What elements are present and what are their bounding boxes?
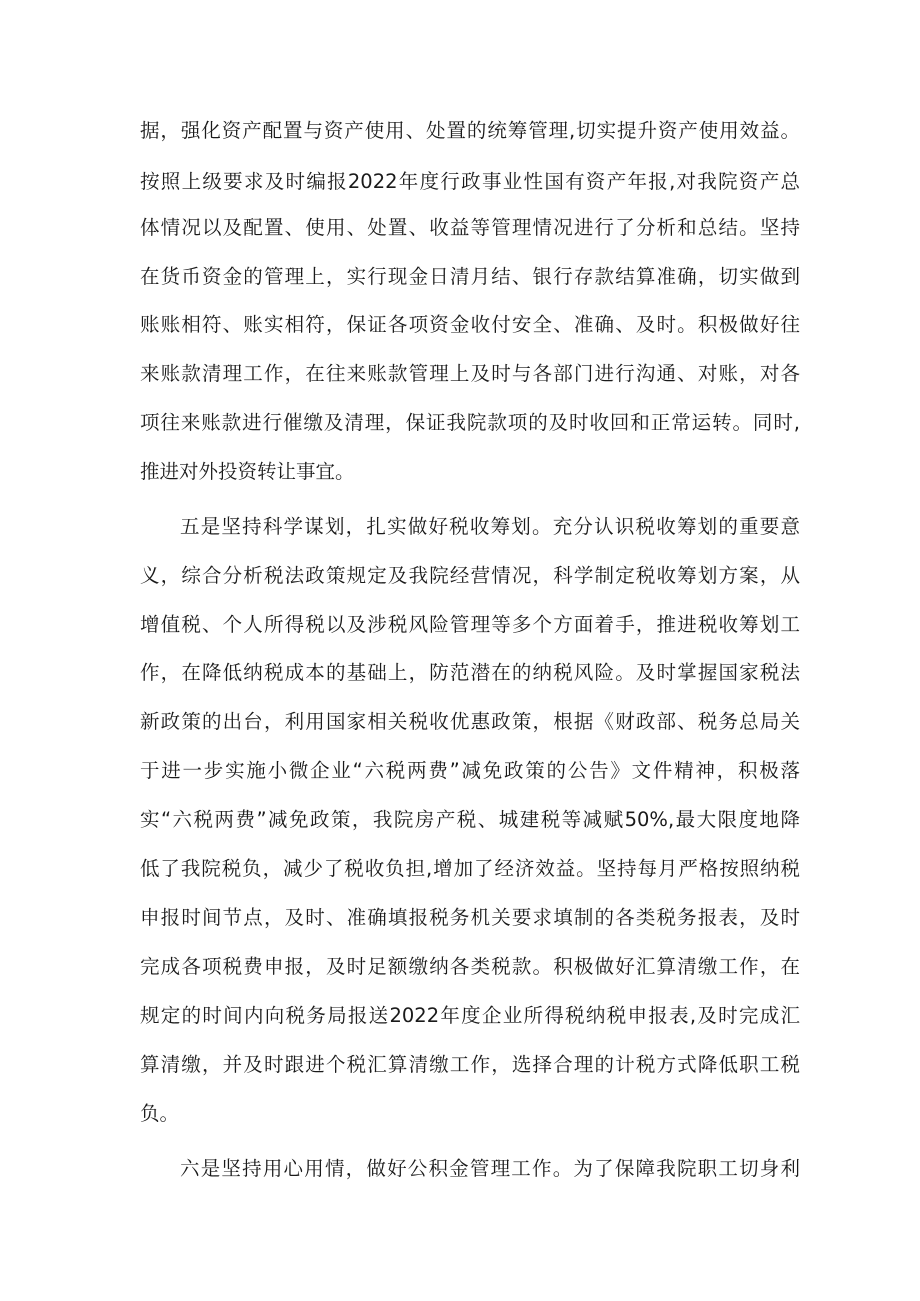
text-line: 按照上级要求及时编报2022年度行政事业性国有资产年报,对我院资产总 [140, 170, 800, 193]
text-line: 作，在降低纳税成本的基础上，防范潜在的纳税风险。及时掌握国家税法 [140, 661, 800, 684]
text-line: 低了我院税负，减少了税收负担,增加了经济效益。坚持每月严格按照纳税 [140, 857, 800, 880]
text-line: 负。 [140, 1102, 180, 1125]
paragraph-first-line: 五是坚持科学谋划，扎实做好税收筹划。充分认识税收筹划的重要意 [180, 515, 800, 538]
text-line: 增值税、个人所得税以及涉税风险管理等多个方面着手，推进税收筹划工 [140, 613, 800, 636]
text-line: 于进一步实施小微企业“六税两费”减免政策的公告》文件精神，积极落 [140, 759, 800, 782]
text-line: 申报时间节点，及时、准确填报税务机关要求填制的各类税务报表，及时 [140, 906, 800, 929]
text-line: 义，综合分析税法政策规定及我院经营情况，科学制定税收筹划方案，从 [140, 564, 800, 587]
text-line: 算清缴，并及时跟进个税汇算清缴工作，选择合理的计税方式降低职工税 [140, 1053, 800, 1076]
text-line: 完成各项税费申报，及时足额缴纳各类税款。积极做好汇算清缴工作，在 [140, 955, 800, 978]
text-line: 账账相符、账实相符，保证各项资金收付安全、准确、及时。积极做好往 [140, 313, 800, 336]
text-line: 在货币资金的管理上，实行现金日清月结、银行存款结算准确，切实做到 [140, 265, 800, 288]
text-line: 推进对外投资转让事宜。 [140, 460, 355, 483]
text-line: 体情况以及配置、使用、处置、收益等管理情况进行了分析和总结。坚持 [140, 216, 800, 239]
text-line: 规定的时间内向税务局报送2022年度企业所得税纳税申报表,及时完成汇 [140, 1004, 800, 1027]
text-line: 实“六税两费”减免政策，我院房产税、城建税等减赋50%,最大限度地降 [140, 808, 800, 831]
text-line: 新政策的出台，利用国家相关税收优惠政策，根据《财政部、税务总局关 [140, 710, 800, 733]
text-line: 项往来账款进行催缴及清理，保证我院款项的及时收回和正常运转。同时, [140, 411, 800, 434]
text-line: 来账款清理工作，在往来账款管理上及时与各部门进行沟通、对账，对各 [140, 362, 800, 385]
text-line: 据，强化资产配置与资产使用、处置的统筹管理,切实提升资产使用效益。 [140, 119, 800, 142]
paragraph-first-line: 六是坚持用心用情，做好公积金管理工作。为了保障我院职工切身利 [180, 1157, 800, 1180]
